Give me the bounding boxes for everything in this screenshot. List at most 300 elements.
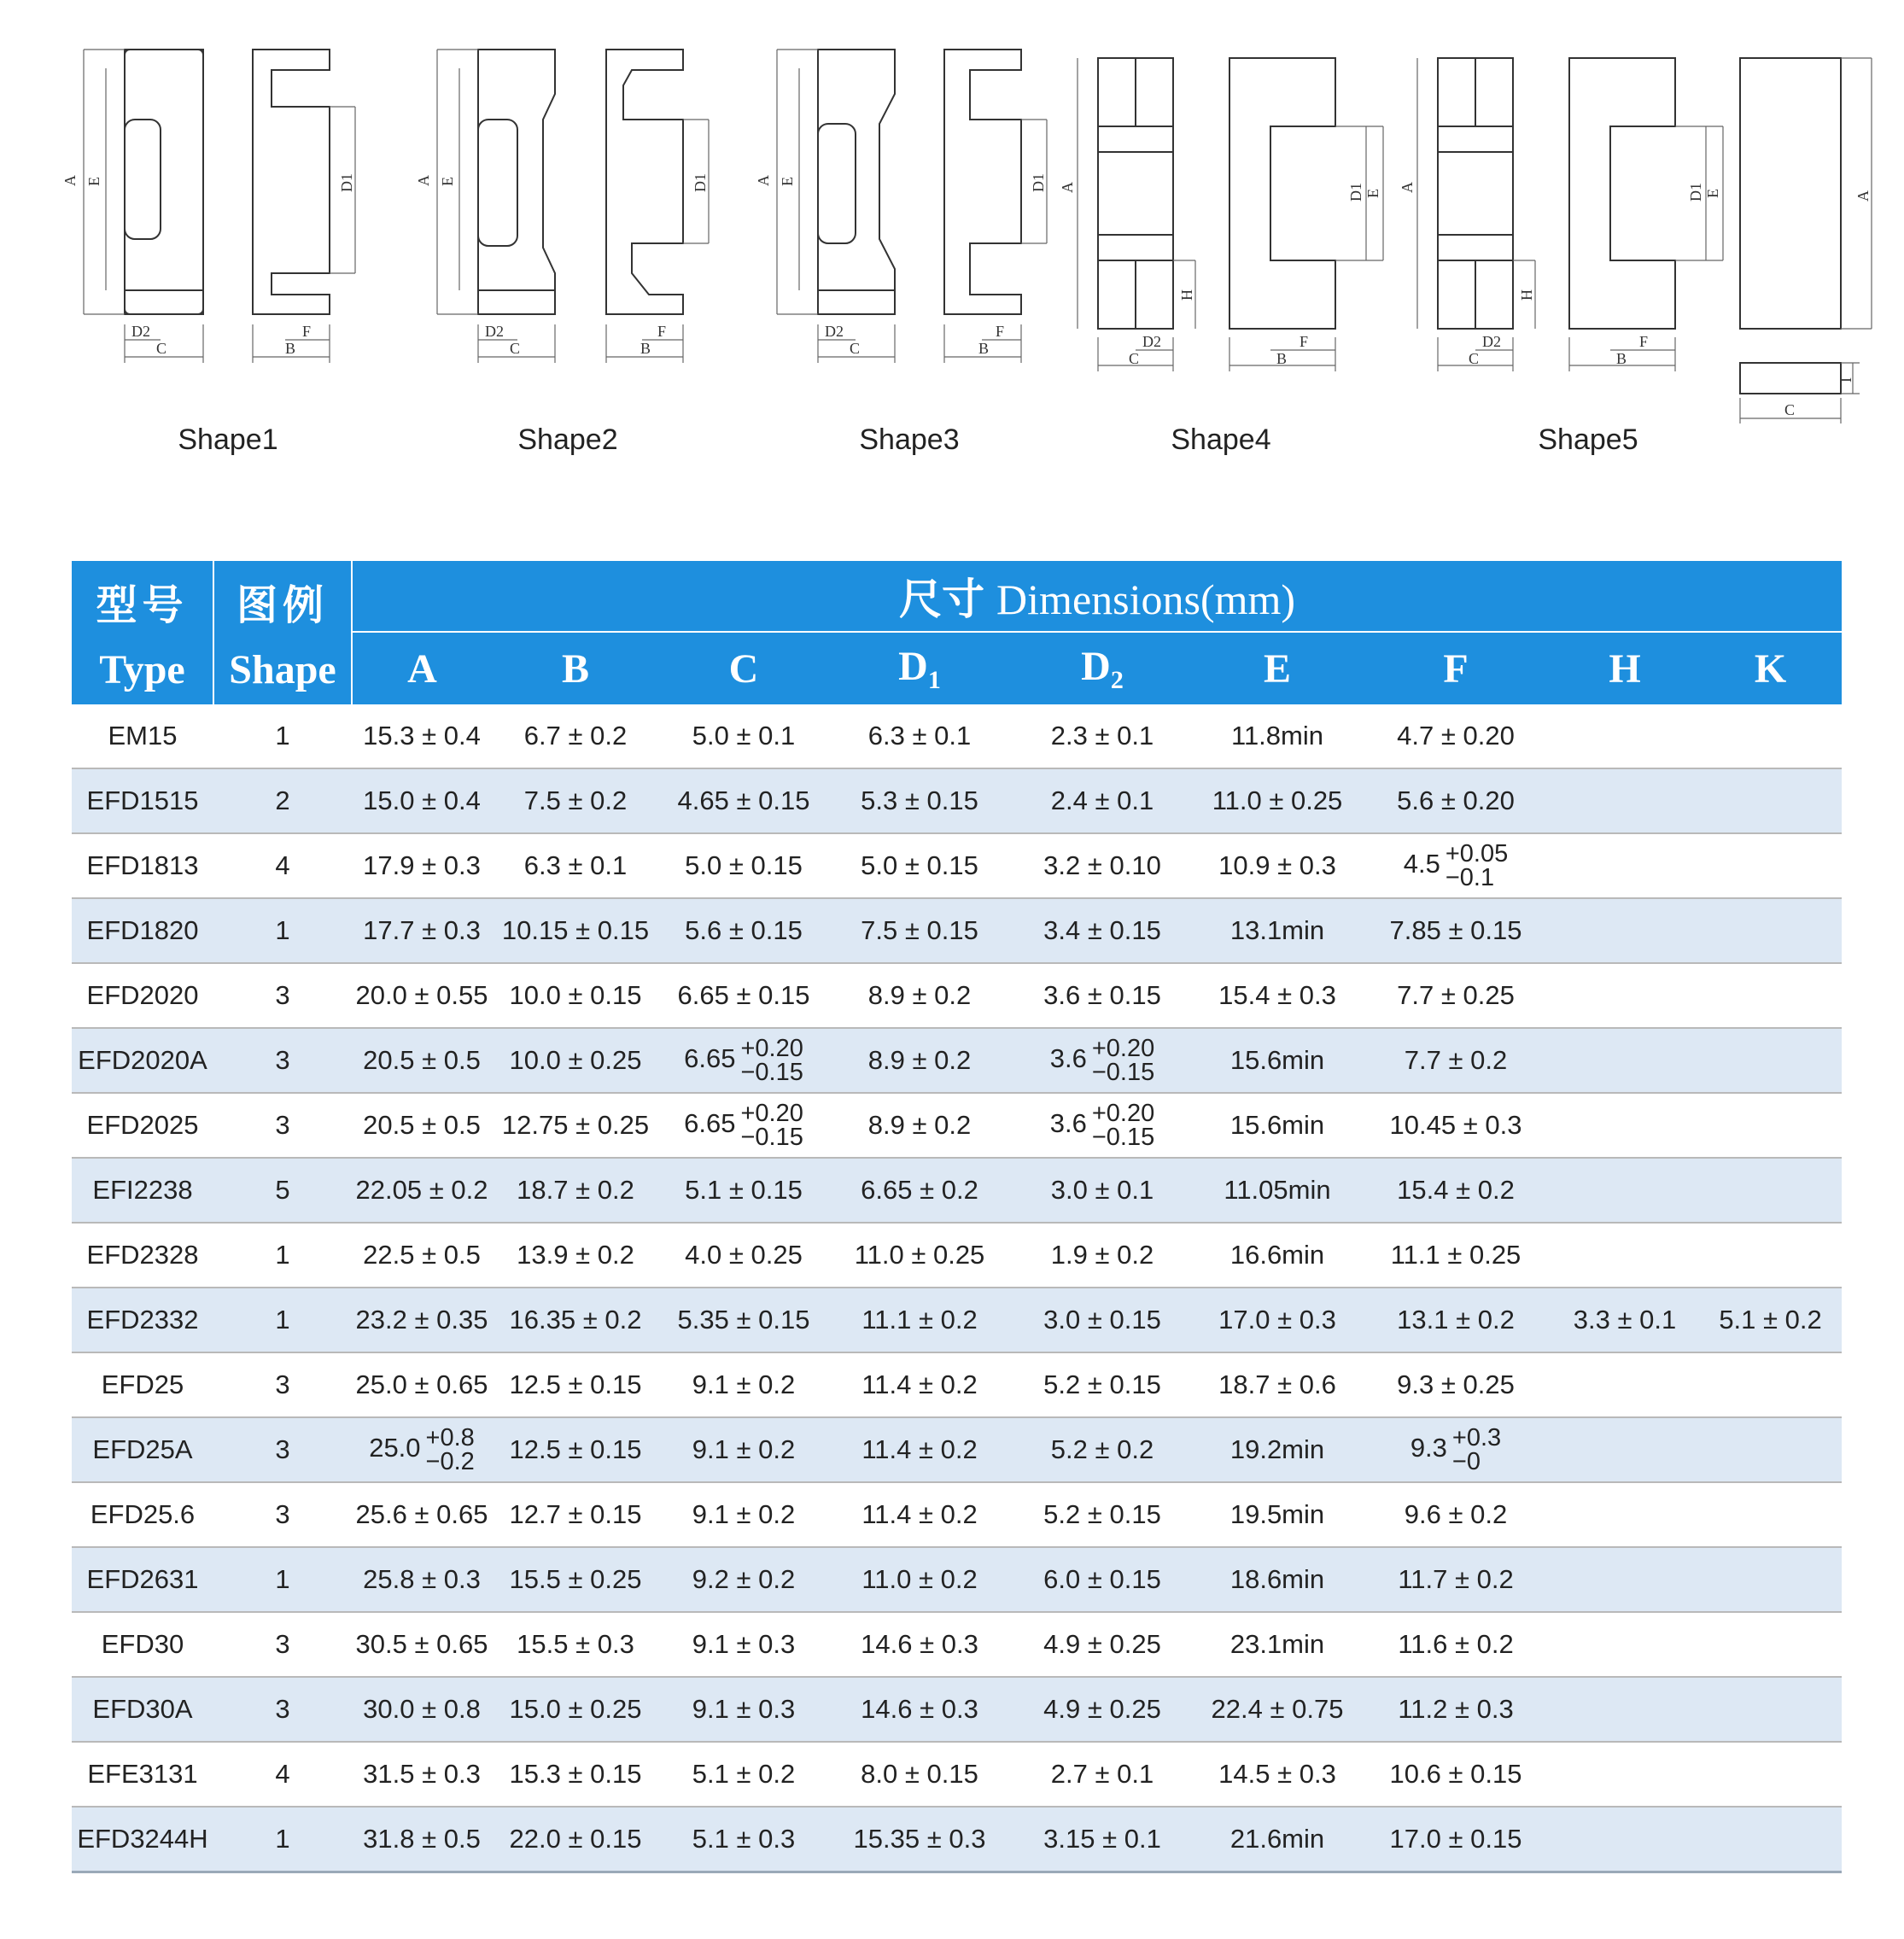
cell-d1: 11.4 ± 0.2 — [828, 1482, 1011, 1547]
cell-a: 20.5 ± 0.5 — [352, 1093, 492, 1158]
column-header-label: H — [1609, 645, 1641, 692]
cell-b: 15.5 ± 0.25 — [492, 1547, 659, 1612]
cell-e: 22.4 ± 0.75 — [1194, 1677, 1361, 1742]
cell-d2: 4.9 ± 0.25 — [1011, 1612, 1194, 1677]
cell-d2: 2.7 ± 0.1 — [1011, 1742, 1194, 1807]
shape3-label-a: A — [755, 175, 772, 186]
tolerance — [740, 1101, 803, 1149]
tolerance-plus: +0.20 — [740, 1035, 803, 1062]
cell-d1: 6.3 ± 0.1 — [828, 704, 1011, 768]
table-row — [72, 1158, 1842, 1223]
cell-d1: 11.1 ± 0.2 — [828, 1288, 1011, 1352]
value-base: 4.5 — [1403, 849, 1440, 879]
table-row — [72, 898, 1842, 963]
tolerance-minus: −0 — [1451, 1448, 1481, 1475]
cell-c: 9.1 ± 0.2 — [659, 1417, 828, 1482]
cell-b: 15.5 ± 0.3 — [492, 1612, 659, 1677]
shape3-label: Shape3 — [859, 423, 960, 456]
cell-f: 11.1 ± 0.25 — [1361, 1223, 1551, 1288]
cell-k — [1699, 833, 1842, 898]
cell-d1: 8.9 ± 0.2 — [828, 1028, 1011, 1093]
cell-type: EM15 — [72, 704, 213, 768]
cell-a: 31.8 ± 0.5 — [352, 1807, 492, 1872]
cell-e: 17.0 ± 0.3 — [1194, 1288, 1361, 1352]
cell-k — [1699, 1547, 1842, 1612]
header-shape-en: Shape — [229, 647, 336, 692]
cell-type: EFD30 — [72, 1612, 213, 1677]
cell-c: 4.65 ± 0.15 — [659, 768, 828, 833]
cell-type: EFD2025 — [72, 1093, 213, 1158]
cell-b: 10.0 ± 0.15 — [492, 963, 659, 1028]
cell-c — [659, 1028, 828, 1093]
table-row — [72, 1093, 1842, 1158]
cell-b: 13.9 ± 0.2 — [492, 1223, 659, 1288]
cell-shape: 3 — [213, 963, 352, 1028]
tolerance-plus: +0.20 — [740, 1100, 803, 1127]
column-header-c — [659, 632, 828, 704]
cell-h — [1551, 1417, 1699, 1482]
shape2-label-c: C — [510, 340, 521, 357]
cell-type: EFD2328 — [72, 1223, 213, 1288]
column-header-subscript: 2 — [1110, 665, 1124, 694]
cell-f: 7.7 ± 0.25 — [1361, 963, 1551, 1028]
cell-a: 31.5 ± 0.3 — [352, 1742, 492, 1807]
cell-b: 6.7 ± 0.2 — [492, 704, 659, 768]
shape5-label-i: I — [1837, 377, 1854, 383]
cell-c: 9.1 ± 0.3 — [659, 1612, 828, 1677]
column-header-k — [1699, 632, 1842, 704]
shape5-label-e: E — [1704, 189, 1721, 198]
shape1-drawing — [61, 50, 355, 363]
cell-a: 25.0 ± 0.65 — [352, 1352, 492, 1417]
cell-c: 9.1 ± 0.3 — [659, 1677, 828, 1742]
cell-d2 — [1011, 1093, 1194, 1158]
shape1-label-e: E — [85, 177, 102, 186]
shape2-label-e: E — [439, 177, 456, 186]
column-header-label: A — [407, 645, 437, 692]
cell-c: 4.0 ± 0.25 — [659, 1223, 828, 1288]
shape4-label-a: A — [1059, 182, 1076, 193]
cell-k — [1699, 1742, 1842, 1807]
tolerance-plus: +0.05 — [1445, 840, 1509, 867]
value-base: 25.0 — [369, 1433, 421, 1463]
cell-f: 11.2 ± 0.3 — [1361, 1677, 1551, 1742]
cell-d2: 3.2 ± 0.10 — [1011, 833, 1194, 898]
cell-b: 15.3 ± 0.15 — [492, 1742, 659, 1807]
cell-d2: 5.2 ± 0.15 — [1011, 1482, 1194, 1547]
cell-h — [1551, 704, 1699, 768]
cell-d2: 3.0 ± 0.15 — [1011, 1288, 1194, 1352]
table-row — [72, 1288, 1842, 1352]
column-header-d2 — [1011, 632, 1194, 704]
cell-e: 18.7 ± 0.6 — [1194, 1352, 1361, 1417]
header-type-en: Type — [99, 647, 185, 692]
shape2-label-a: A — [415, 175, 432, 186]
cell-d1: 11.0 ± 0.25 — [828, 1223, 1011, 1288]
shape5-drawing — [1399, 58, 1872, 423]
shape2-label: Shape2 — [517, 423, 618, 456]
cell-f: 7.85 ± 0.15 — [1361, 898, 1551, 963]
cell-d2 — [1011, 1028, 1194, 1093]
header-type — [72, 561, 213, 704]
value-base: 3.6 — [1049, 1043, 1087, 1074]
tolerance — [1092, 1101, 1154, 1149]
column-header-h — [1551, 632, 1699, 704]
cell-h — [1551, 1093, 1699, 1158]
header-dimensions — [352, 561, 1842, 632]
shape4-label-d2: D2 — [1142, 333, 1161, 350]
shape3-label-c: C — [850, 340, 861, 357]
cell-e: 21.6min — [1194, 1807, 1361, 1872]
table-row — [72, 1612, 1842, 1677]
table-row — [72, 1223, 1842, 1288]
cell-d1: 11.0 ± 0.2 — [828, 1547, 1011, 1612]
cell-b: 12.5 ± 0.15 — [492, 1417, 659, 1482]
table-row — [72, 1677, 1842, 1742]
cell-d1: 6.65 ± 0.2 — [828, 1158, 1011, 1223]
shape4-label-c: C — [1129, 350, 1140, 367]
cell-shape: 1 — [213, 1288, 352, 1352]
cell-shape: 1 — [213, 1547, 352, 1612]
shape2-label-d1: D1 — [692, 173, 709, 192]
cell-k — [1699, 963, 1842, 1028]
cell-shape: 4 — [213, 833, 352, 898]
header-dimensions-en: Dimensions(mm) — [996, 575, 1296, 623]
cell-h — [1551, 1547, 1699, 1612]
cell-f: 11.6 ± 0.2 — [1361, 1612, 1551, 1677]
shape-drawings — [0, 0, 1904, 512]
table-row — [72, 1547, 1842, 1612]
cell-e: 23.1min — [1194, 1612, 1361, 1677]
cell-b: 18.7 ± 0.2 — [492, 1158, 659, 1223]
column-header-label: D — [898, 643, 928, 689]
cell-d2: 3.6 ± 0.15 — [1011, 963, 1194, 1028]
cell-f — [1361, 833, 1551, 898]
column-header-e — [1194, 632, 1361, 704]
table-row — [72, 1482, 1842, 1547]
shape1-label-f: F — [302, 323, 312, 340]
shape4-label-h: H — [1178, 289, 1195, 301]
shape3-drawing — [755, 50, 1047, 363]
table-row — [72, 963, 1842, 1028]
table-body — [72, 704, 1842, 1872]
cell-e: 15.4 ± 0.3 — [1194, 963, 1361, 1028]
column-header-subscript: 1 — [927, 665, 941, 694]
tolerance-plus: +0.3 — [1451, 1424, 1502, 1451]
cell-d2: 6.0 ± 0.15 — [1011, 1547, 1194, 1612]
cell-b: 16.35 ± 0.2 — [492, 1288, 659, 1352]
cell-a: 15.0 ± 0.4 — [352, 768, 492, 833]
cell-c: 6.65 ± 0.15 — [659, 963, 828, 1028]
column-header-label: E — [1263, 645, 1291, 692]
cell-type: EFI2238 — [72, 1158, 213, 1223]
cell-e: 11.0 ± 0.25 — [1194, 768, 1361, 833]
cell-type: EFD25.6 — [72, 1482, 213, 1547]
cell-type: EFD1813 — [72, 833, 213, 898]
table-row — [72, 1807, 1842, 1872]
cell-a: 30.0 ± 0.8 — [352, 1677, 492, 1742]
shape1-label-b: B — [285, 340, 296, 357]
cell-b: 6.3 ± 0.1 — [492, 833, 659, 898]
cell-shape: 3 — [213, 1417, 352, 1482]
table-row — [72, 1028, 1842, 1093]
value-base: 3.6 — [1049, 1108, 1087, 1139]
cell-k — [1699, 898, 1842, 963]
shape5-label-d1: D1 — [1687, 183, 1704, 201]
shape5-label-h: H — [1518, 289, 1535, 301]
cell-c: 5.1 ± 0.15 — [659, 1158, 828, 1223]
shape2-drawing — [415, 50, 709, 363]
cell-d2: 2.4 ± 0.1 — [1011, 768, 1194, 833]
cell-shape: 3 — [213, 1612, 352, 1677]
cell-k — [1699, 1093, 1842, 1158]
cell-b: 22.0 ± 0.15 — [492, 1807, 659, 1872]
cell-c: 5.6 ± 0.15 — [659, 898, 828, 963]
column-header-label: F — [1443, 645, 1469, 692]
cell-c: 5.1 ± 0.2 — [659, 1742, 828, 1807]
cell-d1: 11.4 ± 0.2 — [828, 1352, 1011, 1417]
column-header-a — [352, 632, 492, 704]
cell-a: 22.5 ± 0.5 — [352, 1223, 492, 1288]
cell-h — [1551, 898, 1699, 963]
column-header-b — [492, 632, 659, 704]
cell-e: 15.6min — [1194, 1028, 1361, 1093]
shape4-label-e: E — [1364, 189, 1381, 198]
cell-h — [1551, 1352, 1699, 1417]
cell-k — [1699, 1807, 1842, 1872]
cell-f: 15.4 ± 0.2 — [1361, 1158, 1551, 1223]
cell-c: 5.1 ± 0.3 — [659, 1807, 828, 1872]
cell-h — [1551, 1223, 1699, 1288]
column-header-f — [1361, 632, 1551, 704]
tolerance-minus: −0.15 — [1091, 1059, 1155, 1086]
shape4-drawing — [1059, 58, 1383, 371]
tolerance-minus: −0.2 — [425, 1448, 475, 1475]
cell-f: 7.7 ± 0.2 — [1361, 1028, 1551, 1093]
tolerance — [1446, 842, 1508, 890]
cell-shape: 3 — [213, 1028, 352, 1093]
cell-d1: 15.35 ± 0.3 — [828, 1807, 1011, 1872]
header-type-cn: 型号 — [96, 581, 189, 629]
cell-d2: 5.2 ± 0.2 — [1011, 1417, 1194, 1482]
shape1-label-c: C — [156, 340, 167, 357]
shape5-label-a: A — [1399, 182, 1416, 193]
tolerance — [1092, 1037, 1154, 1084]
table-row — [72, 704, 1842, 768]
shape4-label-f: F — [1300, 333, 1309, 350]
shape4-label-d1: D1 — [1347, 183, 1364, 201]
cell-h — [1551, 1677, 1699, 1742]
cell-e: 19.2min — [1194, 1417, 1361, 1482]
cell-f: 11.7 ± 0.2 — [1361, 1547, 1551, 1612]
shape4-label-b: B — [1276, 350, 1288, 367]
header-shape — [213, 561, 352, 704]
cell-type: EFD30A — [72, 1677, 213, 1742]
shape3-label-d2: D2 — [825, 323, 844, 340]
cell-e: 16.6min — [1194, 1223, 1361, 1288]
tolerance-plus: +0.20 — [1091, 1100, 1155, 1127]
cell-k — [1699, 1223, 1842, 1288]
shape1-label-d1: D1 — [338, 173, 355, 192]
cell-k — [1699, 768, 1842, 833]
cell-type: EFD3244H — [72, 1807, 213, 1872]
cell-c: 5.35 ± 0.15 — [659, 1288, 828, 1352]
cell-d2: 5.2 ± 0.15 — [1011, 1352, 1194, 1417]
cell-c: 9.1 ± 0.2 — [659, 1482, 828, 1547]
cell-d1: 5.3 ± 0.15 — [828, 768, 1011, 833]
cell-type: EFD25A — [72, 1417, 213, 1482]
shape2-label-b: B — [640, 340, 651, 357]
shape5-label-c: C — [1469, 350, 1480, 367]
shape5-label-d2: D2 — [1482, 333, 1501, 350]
shape1-label-a: A — [61, 175, 79, 186]
header-shape-cn: 图例 — [236, 581, 329, 629]
cell-shape: 3 — [213, 1482, 352, 1547]
cell-f: 5.6 ± 0.20 — [1361, 768, 1551, 833]
tolerance — [426, 1426, 475, 1474]
tolerance — [740, 1037, 803, 1084]
shape5-label: Shape5 — [1538, 423, 1638, 456]
cell-a: 22.05 ± 0.2 — [352, 1158, 492, 1223]
table-row — [72, 1742, 1842, 1807]
tolerance-plus: +0.8 — [425, 1424, 475, 1451]
cell-e: 11.05min — [1194, 1158, 1361, 1223]
cell-h — [1551, 768, 1699, 833]
value-base: 6.65 — [684, 1043, 736, 1074]
cell-c: 9.1 ± 0.2 — [659, 1352, 828, 1417]
cell-e: 14.5 ± 0.3 — [1194, 1742, 1361, 1807]
cell-h — [1551, 833, 1699, 898]
shape3-label-f: F — [996, 323, 1005, 340]
cell-b: 12.75 ± 0.25 — [492, 1093, 659, 1158]
cell-h — [1551, 963, 1699, 1028]
cell-k — [1699, 1482, 1842, 1547]
cell-a: 30.5 ± 0.65 — [352, 1612, 492, 1677]
column-header-label: C — [728, 645, 759, 692]
column-header-label: B — [561, 645, 589, 692]
shape1-label-d2: D2 — [131, 323, 150, 340]
cell-a — [352, 1417, 492, 1482]
cell-d1: 14.6 ± 0.3 — [828, 1612, 1011, 1677]
cell-k — [1699, 1028, 1842, 1093]
table-row — [72, 1417, 1842, 1482]
cell-a: 25.8 ± 0.3 — [352, 1547, 492, 1612]
cell-c: 5.0 ± 0.15 — [659, 833, 828, 898]
cell-d1: 11.4 ± 0.2 — [828, 1417, 1011, 1482]
shape3-label-e: E — [779, 177, 796, 186]
tolerance-minus: −0.1 — [1445, 864, 1495, 891]
cell-k — [1699, 1352, 1842, 1417]
cell-e: 11.8min — [1194, 704, 1361, 768]
cell-f: 4.7 ± 0.20 — [1361, 704, 1551, 768]
cell-c — [659, 1093, 828, 1158]
cell-shape: 3 — [213, 1352, 352, 1417]
cell-f — [1361, 1417, 1551, 1482]
cell-b: 15.0 ± 0.25 — [492, 1677, 659, 1742]
cell-shape: 1 — [213, 704, 352, 768]
cell-f: 10.45 ± 0.3 — [1361, 1093, 1551, 1158]
column-header-d1 — [828, 632, 1011, 704]
cell-e: 15.6min — [1194, 1093, 1361, 1158]
cell-a: 17.9 ± 0.3 — [352, 833, 492, 898]
cell-e: 10.9 ± 0.3 — [1194, 833, 1361, 898]
cell-type: EFD2020 — [72, 963, 213, 1028]
cell-h: 3.3 ± 0.1 — [1551, 1288, 1699, 1352]
shape4-label: Shape4 — [1171, 423, 1271, 456]
cell-h — [1551, 1158, 1699, 1223]
tolerance-minus: −0.15 — [740, 1059, 803, 1086]
cell-a: 25.6 ± 0.65 — [352, 1482, 492, 1547]
cell-e: 13.1min — [1194, 898, 1361, 963]
cell-h — [1551, 1742, 1699, 1807]
shape5-label-c2: C — [1784, 401, 1796, 418]
cell-h — [1551, 1482, 1699, 1547]
cell-a: 17.7 ± 0.3 — [352, 898, 492, 963]
cell-shape: 3 — [213, 1677, 352, 1742]
cell-h — [1551, 1807, 1699, 1872]
cell-k: 5.1 ± 0.2 — [1699, 1288, 1842, 1352]
cell-d2: 3.4 ± 0.15 — [1011, 898, 1194, 963]
cell-d2: 1.9 ± 0.2 — [1011, 1223, 1194, 1288]
cell-type: EFD2020A — [72, 1028, 213, 1093]
cell-f: 17.0 ± 0.15 — [1361, 1807, 1551, 1872]
cell-k — [1699, 1677, 1842, 1742]
tolerance-plus: +0.20 — [1091, 1035, 1155, 1062]
cell-type: EFD1515 — [72, 768, 213, 833]
cell-b: 7.5 ± 0.2 — [492, 768, 659, 833]
cell-type: EFE3131 — [72, 1742, 213, 1807]
table-row — [72, 833, 1842, 898]
table-row — [72, 768, 1842, 833]
cell-h — [1551, 1612, 1699, 1677]
cell-b: 10.15 ± 0.15 — [492, 898, 659, 963]
column-header-label: K — [1754, 645, 1787, 692]
shape5-label-a2: A — [1854, 190, 1872, 201]
cell-shape: 1 — [213, 1223, 352, 1288]
cell-d1: 14.6 ± 0.3 — [828, 1677, 1011, 1742]
value-base: 6.65 — [684, 1108, 736, 1139]
shape1-label: Shape1 — [178, 423, 278, 456]
cell-shape: 1 — [213, 898, 352, 963]
cell-d1: 5.0 ± 0.15 — [828, 833, 1011, 898]
cell-b: 12.7 ± 0.15 — [492, 1482, 659, 1547]
cell-f: 9.3 ± 0.25 — [1361, 1352, 1551, 1417]
cell-shape: 1 — [213, 1807, 352, 1872]
shape3-label-b: B — [978, 340, 990, 357]
cell-a: 20.5 ± 0.5 — [352, 1028, 492, 1093]
cell-f: 10.6 ± 0.15 — [1361, 1742, 1551, 1807]
shape3-label-d1: D1 — [1030, 173, 1047, 192]
cell-d2: 3.0 ± 0.1 — [1011, 1158, 1194, 1223]
value-base: 9.3 — [1410, 1433, 1447, 1463]
cell-d2: 4.9 ± 0.25 — [1011, 1677, 1194, 1742]
cell-d1: 8.9 ± 0.2 — [828, 963, 1011, 1028]
shape5-label-f: F — [1639, 333, 1649, 350]
shape5-label-b: B — [1616, 350, 1627, 367]
shape2-label-f: F — [657, 323, 667, 340]
cell-b: 10.0 ± 0.25 — [492, 1028, 659, 1093]
column-header-label: D — [1081, 643, 1111, 689]
tolerance — [1452, 1426, 1501, 1474]
header-dimensions-cn: 尺寸 — [899, 575, 985, 624]
cell-d1: 8.0 ± 0.15 — [828, 1742, 1011, 1807]
cell-e: 18.6min — [1194, 1547, 1361, 1612]
cell-k — [1699, 1612, 1842, 1677]
cell-shape: 4 — [213, 1742, 352, 1807]
cell-b: 12.5 ± 0.15 — [492, 1352, 659, 1417]
cell-a: 23.2 ± 0.35 — [352, 1288, 492, 1352]
cell-c: 9.2 ± 0.2 — [659, 1547, 828, 1612]
